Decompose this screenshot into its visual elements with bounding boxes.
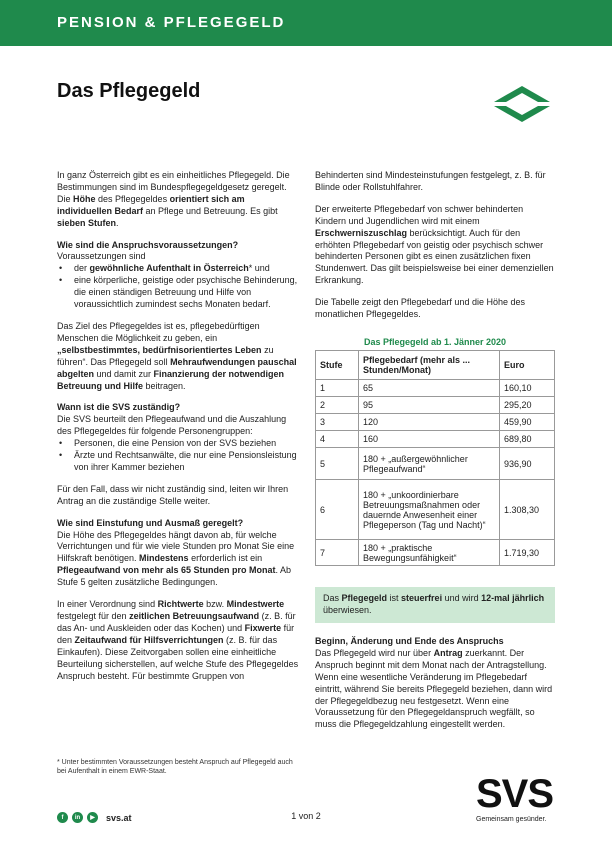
section-header-bar [0, 0, 612, 46]
cell-level: 1 [316, 380, 359, 397]
youtube-icon[interactable]: ▶ [87, 812, 98, 823]
cell-euro: 1.308,30 [500, 480, 555, 540]
responsibility-note: Für den Fall, dass wir nicht zuständig sind, leiten wir Ihren Antrag an die zuständige Stelle weiter. [57, 483, 289, 506]
svs-logo-word: SVS [476, 772, 554, 816]
column-header-level: Stufe [316, 351, 359, 380]
extended-need-paragraph: Der erweiterte Pflegebedarf von schwer behinderten Kindern und Jugendlichen wird mit einem Erschwerniszuschlag berücksichtigt. Auch für den erhöhten Pflegebedarf von geistig oder psychisch schwer behinderten Personen gibt es einen zusätzlichen fixen Stundenwert. Das gilt beispielsweise bei einer demenziellen Erkrankung. [315, 203, 554, 286]
claim-paragraph: Das Pflegegeld wird nur über Antrag zuerkannt. Der Anspruch beginnt mit dem Monat nach der Antragstellung. Wenn eine wesentliche Veränderung im Pflegebedarf eintritt, während Sie bereits Pflegegeld beziehen, dann wird der Pflegegeldbezug neu festgesetzt. Wenn eine Voraussetzung für den Pflegegeldanspruch wegfällt, so muss die Pflegegeldzahlung eingestellt werden. [315, 647, 553, 730]
heading-classification: Wie sind Einstufung und Ausmaß geregelt? [57, 517, 244, 528]
cell-euro: 689,80 [500, 431, 555, 448]
responsibility-intro: Die SVS beurteilt den Pflegeaufwand und die Auszahlung des Pflegegeldes für folgende Personengruppen: [57, 414, 287, 437]
cell-level: 5 [316, 448, 359, 480]
info-box: Das Pflegegeld ist steuerfrei und wird 12-mal jährlich überwiesen. [315, 587, 555, 623]
table-intro-paragraph: Die Tabelle zeigt den Pflegebedarf und die Höhe des monatlichen Pflegegeldes. [315, 297, 525, 320]
social-links [57, 812, 132, 823]
table-row [316, 448, 555, 480]
care-allowance-table [315, 350, 555, 566]
list-item: • eine körperliche, geistige oder psychische Behinderung, die einen ständigen Betreuung und Hilfe von voraussichtlich zumindest sechs Monaten bedarf. [57, 275, 300, 311]
footnote: * Unter bestimmten Voraussetzungen besteht Anspruch auf Pflegegeld auch bei Aufenthalt in einem EWR-Staat. [57, 759, 293, 775]
claim-section [315, 636, 555, 741]
table-row [316, 397, 555, 414]
cell-need: 180 + „außergewöhnlicher Pflegeaufwand“ [359, 448, 500, 480]
linkedin-icon[interactable]: in [72, 812, 83, 823]
continuation-paragraph: Behinderten sind Mindesteinstufungen festgelegt, z. B. für Blinde oder Rollstuhlfahrer. [315, 170, 546, 192]
list-item: • der gewöhnliche Aufenthalt in Österreich* und [57, 263, 300, 275]
column-header-euro: Euro [500, 351, 555, 380]
cell-need: 160 [359, 431, 500, 448]
left-column [57, 170, 300, 692]
regulation-paragraph: In einer Verordnung sind Richtwerte bzw. Mindestwerte festgelegt für den zeitlichen Betreuungsaufwand (z. B. für das An- und Auskleiden oder das Kochen) und Fixwerte für den Zeitaufwand für Hilfsverrichtungen (z. B. für das Einkaufen). Diese Zeitvorgaben sollen eine einheitliche Beurteilung sicherstellen, auf welche Stufe des Pflegegeldes Anspruch besteht. Für bestimmte Gruppen von [57, 599, 299, 681]
cell-euro: 459,90 [500, 414, 555, 431]
prerequisites-list [57, 263, 300, 311]
cell-euro: 295,20 [500, 397, 555, 414]
cell-level: 3 [316, 414, 359, 431]
svs-mark-icon [490, 80, 554, 128]
table-row [316, 480, 555, 540]
heading-claim: Beginn, Änderung und Ende des Anspruchs [315, 636, 504, 646]
prerequisites-intro: Voraussetzungen sind [57, 251, 146, 262]
cell-euro: 1.719,30 [500, 540, 555, 566]
website-link[interactable]: svs.at [106, 812, 132, 823]
classification-paragraph: Die Höhe des Pflegegeldes hängt davon ab, für welche Verrichtungen und für wie viele Stunden pro Monat Sie eine Hilfskraft benötigen. Mindestens erforderlich ist ein Pflegeaufwand von mehr als 65 Stunden pro Monat. Ab Stufe 5 gelten zusätzliche Bedingungen. [57, 529, 295, 588]
cell-need: 65 [359, 380, 500, 397]
cell-level: 2 [316, 397, 359, 414]
cell-need: 180 + „unkoordinierbare Betreuungsmaßnahmen oder dauernde Anwesenheit einer Pflegeperson (Tag und Nacht)“ [359, 480, 500, 540]
cell-euro: 936,90 [500, 448, 555, 480]
table-row [316, 380, 555, 397]
cell-level: 6 [316, 480, 359, 540]
cell-need: 95 [359, 397, 500, 414]
svs-slogan: Gemeinsam gesünder. [476, 816, 547, 823]
column-header-need: Pflegebedarf (mehr als ... Stunden/Monat) [359, 351, 500, 380]
page-number: 1 von 2 [291, 811, 321, 821]
page-title: Das Pflegegeld [57, 80, 201, 102]
heading-prerequisites: Wie sind die Anspruchsvoraussetzungen? [57, 239, 239, 250]
goal-paragraph: Das Ziel des Pflegegeldes ist es, pflegebedürftigen Menschen die Möglichkeit zu geben, ein „selbstbestimmtes, bedürfnisorientiertes Leben zu führen“. Das Pflegegeld soll Mehraufwendungen pauschal abgelten und damit zur Finanzierung der notwendigen Betreuung und Hilfe beitragen. [57, 320, 297, 391]
table-header-row [316, 351, 555, 380]
table-row [316, 414, 555, 431]
table-row [316, 540, 555, 566]
heading-responsibility: Wann ist die SVS zuständig? [57, 402, 181, 413]
cell-level: 7 [316, 540, 359, 566]
responsibility-list [57, 438, 300, 474]
cell-level: 4 [316, 431, 359, 448]
right-column [315, 170, 555, 331]
table-title: Das Pflegegeld ab 1. Jänner 2020 [363, 337, 507, 347]
cell-need: 180 + „praktische Bewegungsunfähigkeit“ [359, 540, 500, 566]
cell-euro: 160,10 [500, 380, 555, 397]
section-header-label: PENSION & PFLEGEGELD [57, 14, 286, 31]
cell-need: 120 [359, 414, 500, 431]
facebook-icon[interactable]: f [57, 812, 68, 823]
intro-paragraph: In ganz Österreich gibt es ein einheitliches Pflegegeld. Die Bestimmungen sind im Bundespflegegeldgesetz geregelt. Die Höhe des Pflegegeldes orientiert sich am individuellen Bedarf an Pflege und Betreuung. Es gibt sieben Stufen. [57, 170, 290, 228]
table-row [316, 431, 555, 448]
svs-logo [476, 774, 556, 823]
list-item: • Personen, die eine Pension von der SVS beziehen [57, 438, 300, 450]
list-item: • Ärzte und Rechtsanwälte, die nur eine Pensionsleistung von ihrer Kammer beziehen [57, 450, 300, 474]
